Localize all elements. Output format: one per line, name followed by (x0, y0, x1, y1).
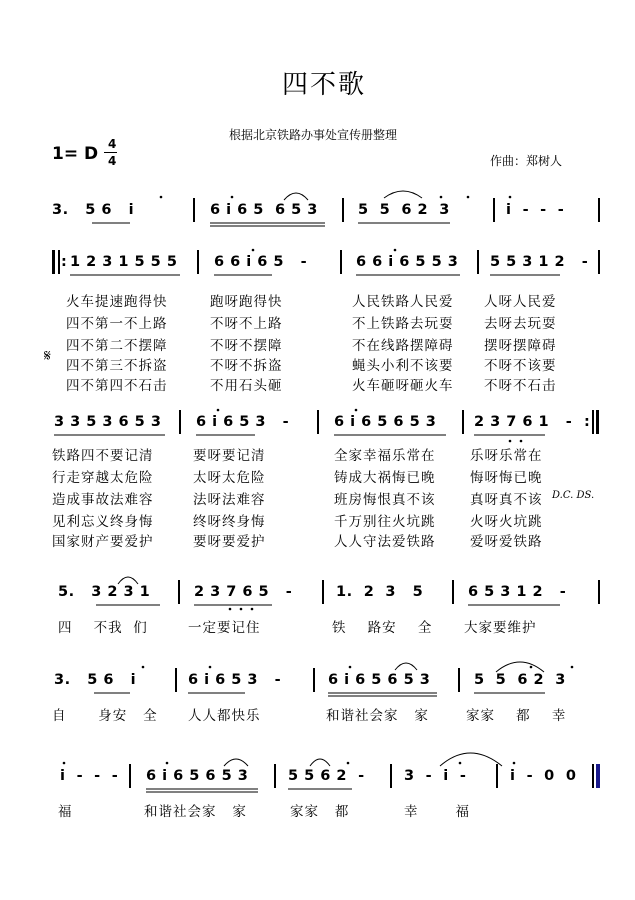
key-signature: 1= D (52, 144, 99, 164)
lyric-line: 福 (58, 804, 73, 820)
lyric-line: 火呀火坑跳 (470, 514, 543, 530)
lyric-line: 铸成大祸悔已晚 (334, 470, 436, 486)
lyric-line: 要呀要记清 (193, 448, 266, 464)
lyric-line: 火车提速跑得快 (66, 294, 168, 310)
lyric-line: 真呀真不该 (470, 492, 543, 508)
measure: 6 i 6 5 6 5 3 (146, 768, 249, 784)
measure: 6 i 6 5 6 5 3 (328, 672, 431, 688)
lyric-line: 全家幸福乐常在 (334, 448, 436, 464)
lyric-line: 自 身安 全 (52, 708, 158, 724)
barline (313, 668, 315, 692)
repeat-end-thick (596, 410, 599, 434)
lyric-line: 不上铁路去玩耍 (352, 316, 454, 332)
song-title: 四不歌 (282, 70, 367, 100)
barline (340, 250, 342, 274)
lyric-line: 造成事故法难容 (52, 492, 154, 508)
segno-sign: 𝄋 (44, 346, 52, 365)
measure: 6 5 3 1 2 - (468, 584, 567, 600)
barline (317, 410, 319, 434)
barline (390, 764, 392, 788)
lyric-line: 见利忘义终身悔 (52, 514, 154, 530)
measure: 6 i 6 5 3 - (188, 672, 282, 688)
barline (129, 764, 131, 788)
lyric-line: 幸 福 (404, 804, 471, 820)
lyric-line: 一定要记住 (188, 620, 261, 636)
measure: 3. 5 6 i (52, 202, 135, 218)
barline (193, 198, 195, 222)
measure: 6 i 6 5 3 - (196, 414, 290, 430)
lyric-line: 人人都快乐 (188, 708, 261, 724)
lyric-line: 和谐社会家 家 (326, 708, 429, 724)
lyric-line: 人人守法爱铁路 (334, 534, 436, 550)
barline (179, 410, 181, 434)
barline (598, 250, 600, 274)
measure: 6 i 6 5 6 5 3 (334, 414, 437, 430)
barline (598, 198, 600, 222)
measure: 3 - i - (404, 768, 467, 784)
lyric-line: 四不第一不上路 (66, 316, 168, 332)
source-note: 根据北京铁路办事处宣传册整理 (229, 128, 398, 142)
barline (493, 198, 495, 222)
final-barline-thin (592, 764, 594, 788)
lyric-line: 跑呀跑得快 (210, 294, 283, 310)
lyric-line: 太呀太危险 (193, 470, 266, 486)
lyric-line: 乐呀乐常在 (470, 448, 543, 464)
lyric-line: 四 不我 们 (58, 620, 148, 636)
lyric-line: 千万别往火坑跳 (334, 514, 436, 530)
repeat-start-thick (52, 250, 55, 274)
barline (458, 668, 460, 692)
lyric-line: 火车砸呀砸火车 (352, 378, 454, 394)
lyric-line: 行走穿越太危险 (52, 470, 154, 486)
barline (477, 250, 479, 274)
lyric-line: 家家 都 幸 (466, 708, 567, 724)
barline (322, 580, 324, 604)
lyric-line: 不在线路摆障碍 (352, 338, 454, 354)
lyric-line: 铁 路安 全 (332, 620, 433, 636)
measure: 5 5 6 2 3 (358, 202, 450, 218)
measure: 2 3 7 6 1 - (474, 414, 573, 430)
lyric-line: 爱呀爱铁路 (470, 534, 543, 550)
final-barline-thick (596, 764, 600, 788)
barline (274, 764, 276, 788)
barline (598, 580, 600, 604)
barline (342, 198, 344, 222)
lyric-line: 要呀要爱护 (193, 534, 266, 550)
measure: 6 6 i 6 5 - (214, 254, 308, 270)
lyric-line: 四不第二不摆障 (66, 338, 168, 354)
lyric-line: 不呀不拆盗 (210, 358, 283, 374)
measure: i - - - (506, 202, 565, 218)
dc-ds-mark: D.C. DS. (552, 490, 595, 501)
measure: 6 6 i 6 5 5 3 (356, 254, 459, 270)
lyric-line: 大家要维护 (464, 620, 537, 636)
lyric-line: 摆呀摆障碍 (484, 338, 557, 354)
measure: i - 0 0 (510, 768, 577, 784)
lyric-line: 人呀人民爱 (484, 294, 557, 310)
lyric-line: 终呀终身悔 (193, 514, 266, 530)
barline (496, 764, 498, 788)
measure: i - - - (60, 768, 119, 784)
lyric-line: 国家财产要爱护 (52, 534, 154, 550)
measure: 1 2 3 1 5 5 5 (70, 254, 178, 270)
barline (175, 668, 177, 692)
lyric-line: 人民铁路人民爱 (352, 294, 454, 310)
measure: 3 3 5 3 6 5 3 (54, 414, 162, 430)
measure: 5 5 6 2 3 (474, 672, 566, 688)
measure: 1. 2 3 5 (336, 584, 424, 600)
barline (462, 410, 464, 434)
repeat-dots: : (584, 414, 591, 430)
lyric-line: 法呀法难容 (193, 492, 266, 508)
lyric-line: 悔呀悔已晚 (470, 470, 543, 486)
measure: 2 3 7 6 5 - (194, 584, 293, 600)
repeat-dots: : (61, 254, 68, 270)
lyric-line: 不呀不摆障 (210, 338, 283, 354)
lyric-line: 不用石头砸 (210, 378, 283, 394)
time-signature-line (104, 152, 117, 153)
measure: 3. 5 6 i (54, 672, 137, 688)
lyric-line: 蝇头小利不该要 (352, 358, 454, 374)
lyric-line: 四不第四不石击 (66, 378, 168, 394)
barline (178, 580, 180, 604)
measure: 5. 3 2 3 1 (58, 584, 151, 600)
measure: 6 i 6 5 6 5 3 (210, 202, 318, 218)
measure: 5 5 3 1 2 - (490, 254, 589, 270)
repeat-end-thin (592, 410, 594, 434)
measure: 5 5 6 2 - (288, 768, 365, 784)
repeat-start-thin (58, 250, 60, 274)
lyric-line: 班房悔恨真不该 (334, 492, 436, 508)
lyric-line: 不呀不石击 (484, 378, 557, 394)
lyric-line: 四不第三不拆盗 (66, 358, 168, 374)
lyric-line: 和谐社会家 家 (144, 804, 247, 820)
time-signature-bottom: 4 (108, 154, 117, 168)
lyric-line: 家家 都 (290, 804, 350, 820)
composer: 作曲：郑树人 (490, 154, 563, 168)
lyric-line: 不呀不该要 (484, 358, 557, 374)
lyric-line: 铁路四不要记清 (52, 448, 154, 464)
barline (452, 580, 454, 604)
lyric-line: 去呀去玩耍 (484, 316, 557, 332)
time-signature-top: 4 (108, 137, 117, 151)
barline (197, 250, 199, 274)
lyric-line: 不呀不上路 (210, 316, 283, 332)
